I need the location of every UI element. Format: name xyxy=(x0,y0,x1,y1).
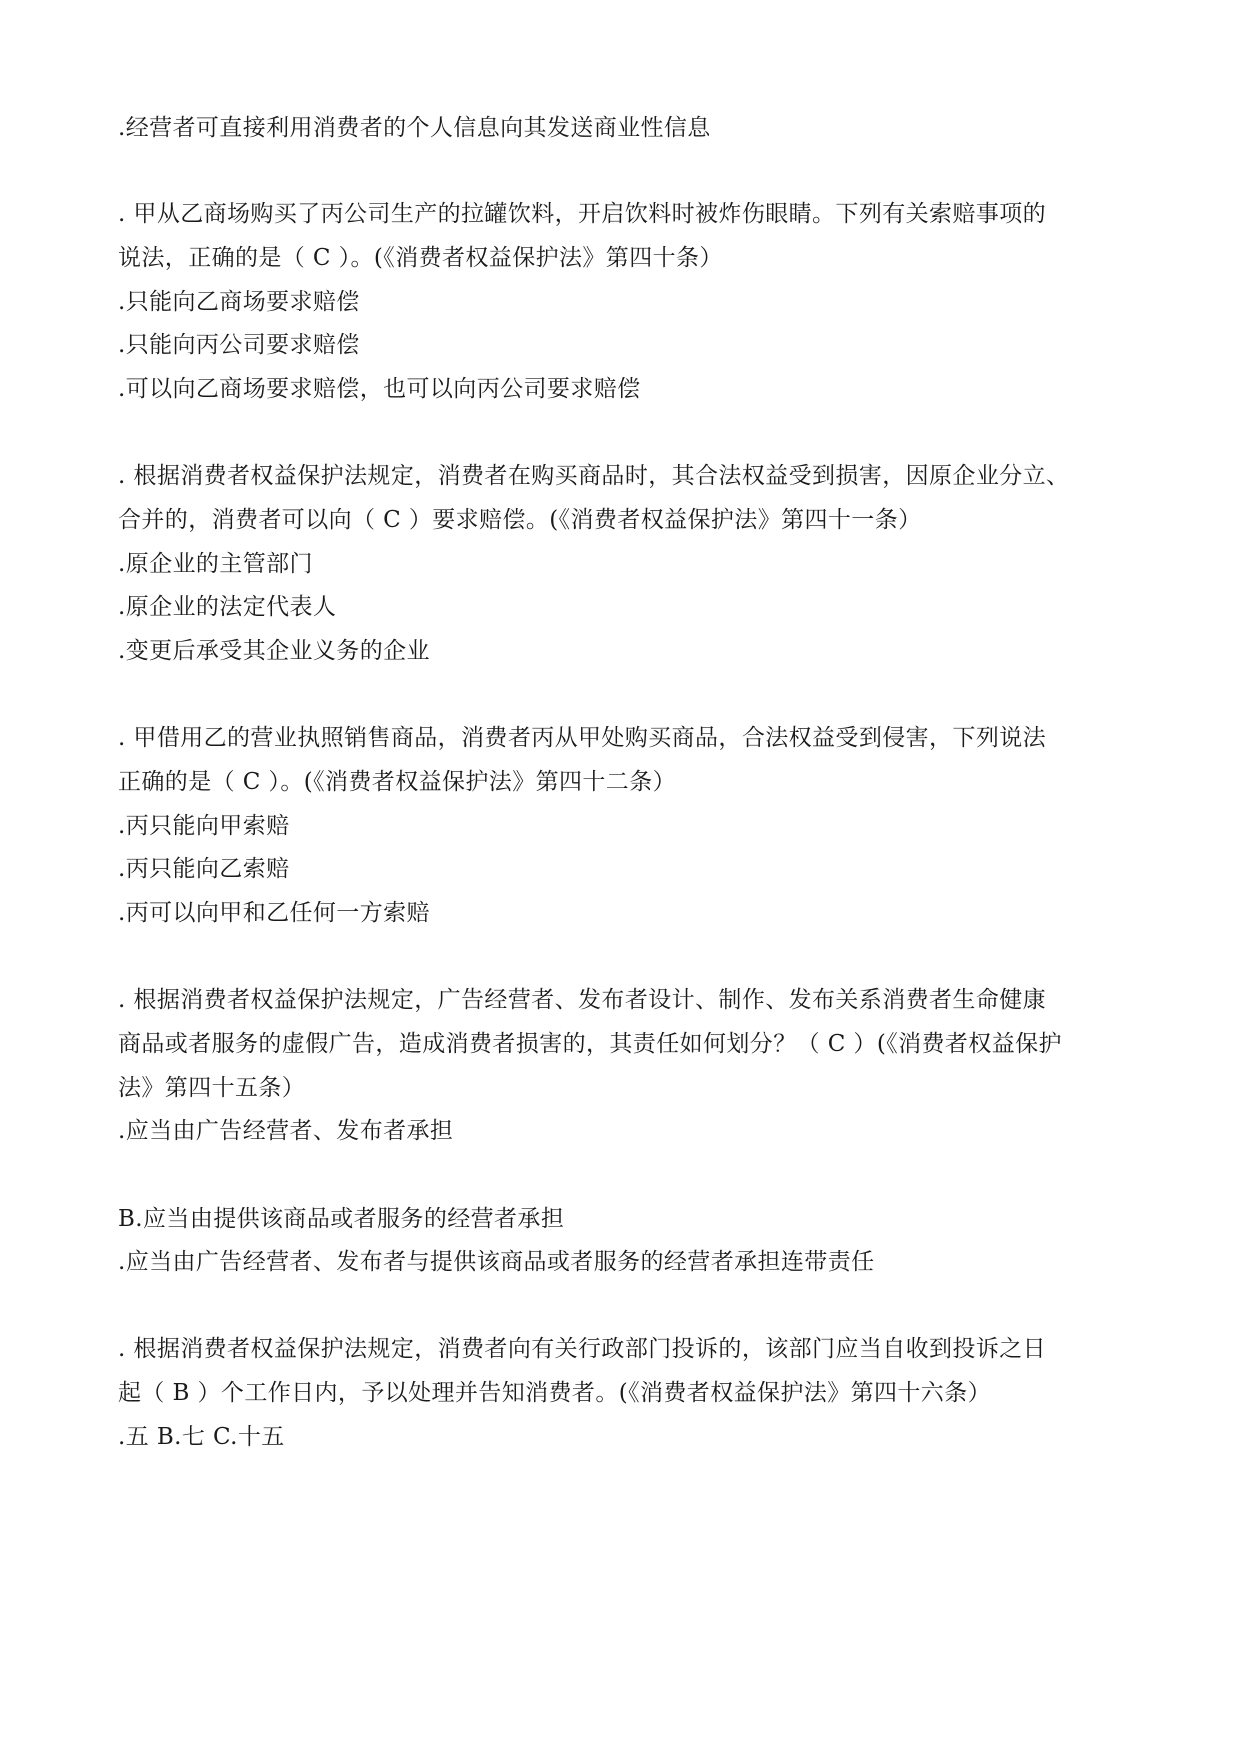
question-2-option-b: .原企业的法定代表人 xyxy=(118,594,337,620)
question-3-line-1: . 甲借用乙的营业执照销售商品，消费者丙从甲处购买商品，合法权益受到侵害，下列说法 xyxy=(118,725,1047,751)
question-1-line-1: . 甲从乙商场购买了丙公司生产的拉罐饮料，开启饮料时被炸伤眼睛。下列有关索赔事项的 xyxy=(118,201,1047,227)
question-3-option-a: .丙只能向甲索赔 xyxy=(118,813,290,839)
question-3-line-2: 正确的是（ C ）。(《消费者权益保护法》第四十二条） xyxy=(118,769,676,795)
question-2-option-a: .原企业的主管部门 xyxy=(118,551,313,577)
question-4-option-a: .应当由广告经营者、发布者承担 xyxy=(118,1118,454,1144)
question-2-option-c: .变更后承受其企业义务的企业 xyxy=(118,638,430,664)
question-1-option-a: .只能向乙商场要求赔偿 xyxy=(118,289,360,315)
question-1-option-b: .只能向丙公司要求赔偿 xyxy=(118,332,360,358)
question-4-line-3: 法》第四十五条） xyxy=(118,1075,306,1101)
question-1-line-2: 说法，正确的是（ C ）。(《消费者权益保护法》第四十条） xyxy=(118,245,723,271)
question-1-option-c: .可以向乙商场要求赔偿，也可以向丙公司要求赔偿 xyxy=(118,376,641,402)
question-4-option-c: .应当由广告经营者、发布者与提供该商品或者服务的经营者承担连带责任 xyxy=(118,1249,875,1275)
question-4-option-b: B.应当由提供该商品或者服务的经营者承担 xyxy=(118,1206,565,1232)
question-5-options: .五 B.七 C.十五 xyxy=(118,1424,285,1450)
question-2-line-1: . 根据消费者权益保护法规定，消费者在购买商品时，其合法权益受到损害，因原企业分立、 xyxy=(118,463,1070,489)
option-text: .经营者可直接利用消费者的个人信息向其发送商业性信息 xyxy=(118,115,711,141)
question-4-line-2: 商品或者服务的虚假广告，造成消费者损害的，其责任如何划分？（ C ）(《消费者权益保护 xyxy=(118,1031,1062,1057)
question-2-line-2: 合并的，消费者可以向（ C ）要求赔偿。(《消费者权益保护法》第四十一条） xyxy=(118,507,922,533)
question-5-line-2: 起（ B ）个工作日内，予以处理并告知消费者。(《消费者权益保护法》第四十六条） xyxy=(118,1380,991,1406)
question-4-line-1: . 根据消费者权益保护法规定，广告经营者、发布者设计、制作、发布关系消费者生命健康 xyxy=(118,987,1047,1013)
question-3-option-b: .丙只能向乙索赔 xyxy=(118,856,290,882)
question-3-option-c: .丙可以向甲和乙任何一方索赔 xyxy=(118,900,430,926)
question-5-line-1: . 根据消费者权益保护法规定，消费者向有关行政部门投诉的，该部门应当自收到投诉之日 xyxy=(118,1336,1047,1362)
